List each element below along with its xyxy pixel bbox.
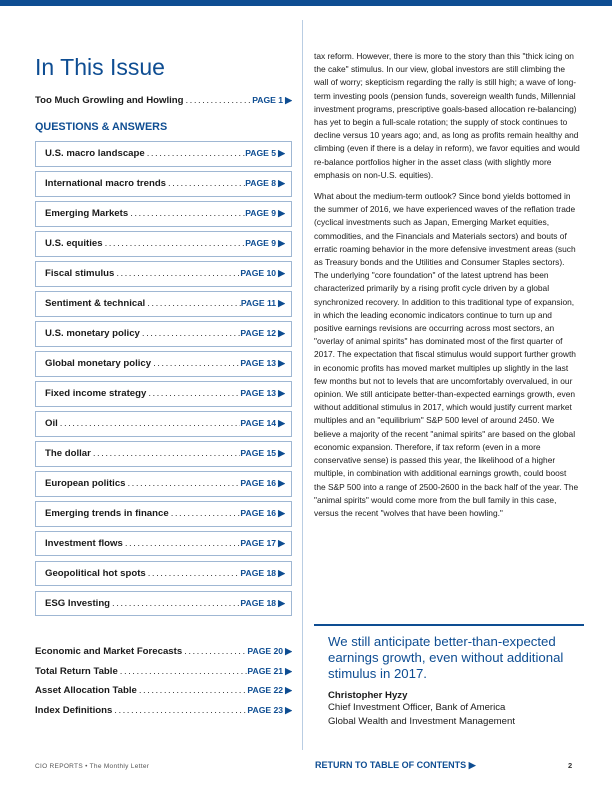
toc-item[interactable] <box>45 171 285 196</box>
footer-publication: CIO REPORTS • The Monthly Letter <box>35 763 150 770</box>
play-arrow-icon: ▶ <box>278 478 285 489</box>
play-arrow-icon: ▶ <box>285 95 292 105</box>
qa-item-box[interactable] <box>35 261 292 287</box>
dot-leader <box>140 321 241 346</box>
qa-item-box[interactable] <box>35 441 292 467</box>
qa-item-box[interactable] <box>35 501 292 527</box>
toc-item-label: Investment flows <box>45 538 123 550</box>
toc-item-page: PAGE 22 <box>247 685 284 696</box>
toc-item-label: European politics <box>45 478 126 490</box>
dot-leader <box>112 701 247 721</box>
toc-item-label: Emerging trends in finance <box>45 508 169 520</box>
toc-item-page: PAGE 16 <box>240 508 277 519</box>
dot-leader <box>58 411 241 436</box>
pull-quote-text: We still anticipate better-than-expected earnings growth, even without additional stimulus in 2017. <box>328 634 564 681</box>
qa-item-box[interactable] <box>35 321 292 347</box>
toc-item-page: PAGE 18 <box>240 598 277 609</box>
toc-top-section <box>35 92 292 109</box>
toc-item-label: Total Return Table <box>35 665 118 677</box>
return-link-label: RETURN TO TABLE OF CONTENTS <box>315 760 467 770</box>
pull-quote-author: Christopher Hyzy <box>328 690 408 701</box>
qa-item-box[interactable] <box>35 411 292 437</box>
toc-item[interactable] <box>45 501 285 526</box>
toc-item-page: PAGE 23 <box>247 704 284 715</box>
dot-leader <box>146 381 240 406</box>
toc-item[interactable] <box>35 662 292 682</box>
play-arrow-icon: ▶ <box>278 268 285 279</box>
dot-leader <box>128 201 245 226</box>
play-arrow-icon: ▶ <box>278 538 285 549</box>
dot-leader <box>166 171 245 196</box>
toc-item-page: PAGE 13 <box>240 358 277 369</box>
qa-item-box[interactable] <box>35 201 292 227</box>
play-arrow-icon: ▶ <box>278 598 285 609</box>
page-title: In This Issue <box>35 54 165 80</box>
article-body <box>314 50 580 528</box>
toc-item-label: U.S. monetary policy <box>45 328 140 340</box>
dot-leader <box>103 231 246 256</box>
toc-item-page: PAGE 17 <box>240 538 277 549</box>
toc-item[interactable] <box>45 561 285 586</box>
qa-item-box[interactable] <box>35 171 292 197</box>
qa-item-box[interactable] <box>35 141 292 167</box>
toc-item[interactable] <box>45 471 285 496</box>
qa-list <box>35 141 292 616</box>
toc-item-label: U.S. macro landscape <box>45 148 145 160</box>
top-accent-rule <box>0 0 612 6</box>
dot-leader <box>151 351 240 376</box>
play-arrow-icon: ▶ <box>278 418 285 429</box>
qa-item-box[interactable] <box>35 561 292 587</box>
toc-bottom-section <box>35 642 292 720</box>
dot-leader <box>123 531 241 556</box>
toc-item[interactable] <box>35 701 292 721</box>
toc-item-page: PAGE 21 <box>247 665 284 676</box>
toc-item-page: PAGE 10 <box>240 268 277 279</box>
column-divider <box>302 20 303 750</box>
dot-leader <box>146 561 241 586</box>
toc-item-label: Fixed income strategy <box>45 388 147 400</box>
toc-item-page: PAGE 1 <box>252 95 284 105</box>
play-arrow-icon: ▶ <box>285 665 292 676</box>
page-number: 2 <box>568 761 573 770</box>
toc-item-page: PAGE 5 <box>245 148 277 159</box>
toc-item-feature[interactable] <box>35 92 292 109</box>
toc-item-page: PAGE 13 <box>240 388 277 399</box>
play-arrow-icon: ▶ <box>285 685 292 696</box>
toc-item[interactable] <box>35 642 292 662</box>
toc-item-page: PAGE 11 <box>240 298 277 309</box>
dot-leader <box>126 471 241 496</box>
toc-item-label: The dollar <box>45 448 91 460</box>
play-arrow-icon: ▶ <box>278 178 285 189</box>
dot-leader <box>145 141 245 166</box>
toc-item-page: PAGE 14 <box>240 418 277 429</box>
toc-item[interactable] <box>45 351 285 376</box>
qa-heading: QUESTIONS & ANSWERS <box>35 121 168 133</box>
dot-leader <box>169 501 241 526</box>
toc-item[interactable] <box>45 441 285 466</box>
toc-item-page: PAGE 20 <box>247 646 284 657</box>
article-paragraph: tax reform. However, there is more to the story than this "thick icing on the cake" stimulus. In our view, global investors are still climbing the wall of worry; skepticism regarding the rally is still high; a wave of long-term investing pools (pension funds, sovereign wealth funds, Millennial investment programs, prescriptive goals-based allocation re-balancing) has yet to begin a full-scale rotation; the supply of stock continues to decline versus 10 years ago; and, as long as profits remain healthy and climbing (even if there is a delay in reform), we favor equities and would re-balance portfolios higher in the asset class (with slightly more emphasis on non-U.S. equities). <box>314 51 580 180</box>
play-arrow-icon: ▶ <box>278 508 285 519</box>
qa-item-box[interactable] <box>35 531 292 557</box>
play-arrow-icon: ▶ <box>285 704 292 715</box>
dot-leader <box>110 591 240 616</box>
pull-quote-role: Chief Investment Officer, Bank of America <box>328 702 506 713</box>
toc-item-page: PAGE 12 <box>240 328 277 339</box>
dot-leader <box>182 642 247 662</box>
toc-item-label: Asset Allocation Table <box>35 685 137 697</box>
qa-item-box[interactable] <box>35 291 292 317</box>
toc-item-page: PAGE 8 <box>245 178 277 189</box>
article-paragraph: What about the medium-term outlook? Since bond yields bottomed in the summer of 2016, we have experienced waves of the reflation trade (cyclical investments such as Japan, Emerging Market equities, commodities, and the Financials and Materials sectors) and bouts of erratic roaming behavior in the more defensive investment areas (such as Treasury bonds and the Utilities and Consumer Staples sectors). The underlying "core foundation" of the latest uptrend has been characterized primarily by a rising profit cycle driven by a global synchronized recovery. In addition to this traditional type of expansion, in which the leading economic indicators continue to turn up and positive earnings revisions are occurring across most sectors, an "overlay of animal spirits" has dominated most of the first quarter of 2017. The expectation that fiscal stimulus would support further growth in economic profits has moved market multiples up slightly in the last few months but not to levels that are uncomfortably overvalued, in our opinion. We still anticipate better-than-expected earnings growth, even without additional stimulus in 2017, which would justify current market multiples and an "equilibrium" S&P 500 level of around 2450. We believe a majority of the recent "animal spirits" are based on the global economic expansion. Therefore, if tax reform (even in a more conservative sense) is passed this year, the likelihood of a higher multiple, in combination with additional earnings growth, could boost the S&P 500 into a range of 2500-2600 in the back half of the year. The "animal spirits" would come more from the bull family in this case, versus the recent "wolves that have been howling." <box>314 191 579 518</box>
toc-item[interactable] <box>45 231 285 256</box>
toc-item-page: PAGE 15 <box>240 448 277 459</box>
qa-item-box[interactable] <box>35 381 292 407</box>
qa-item-box[interactable] <box>35 231 292 257</box>
toc-item[interactable] <box>45 321 285 346</box>
play-arrow-icon: ▶ <box>278 568 285 579</box>
qa-item-box[interactable] <box>35 471 292 497</box>
dot-leader <box>145 291 241 316</box>
play-arrow-icon: ▶ <box>278 238 285 249</box>
toc-item-label: Index Definitions <box>35 704 113 716</box>
play-arrow-icon: ▶ <box>278 358 285 369</box>
qa-item-box[interactable] <box>35 351 292 377</box>
toc-item-label: Oil <box>45 418 58 430</box>
play-arrow-icon: ▶ <box>468 760 476 770</box>
toc-item-label: ESG Investing <box>45 598 111 610</box>
toc-item-page: PAGE 9 <box>245 208 277 219</box>
toc-item[interactable] <box>45 261 285 286</box>
toc-item[interactable] <box>45 591 285 616</box>
toc-item-label: Too Much Growling and Howling <box>35 95 184 106</box>
play-arrow-icon: ▶ <box>278 208 285 219</box>
dot-leader <box>137 681 248 701</box>
toc-item[interactable] <box>45 381 285 406</box>
toc-item-label: Economic and Market Forecasts <box>35 646 183 658</box>
play-arrow-icon: ▶ <box>278 388 285 399</box>
toc-item-label: Geopolitical hot spots <box>45 568 146 580</box>
dot-leader <box>118 662 248 682</box>
toc-item-label: Fiscal stimulus <box>45 268 115 280</box>
toc-item[interactable] <box>45 141 285 166</box>
toc-item[interactable] <box>45 531 285 556</box>
dot-leader <box>114 261 240 286</box>
play-arrow-icon: ▶ <box>278 298 285 309</box>
toc-item-label: Global monetary policy <box>45 358 152 370</box>
dot-leader <box>184 92 253 109</box>
play-arrow-icon: ▶ <box>278 448 285 459</box>
return-to-toc-link[interactable] <box>315 760 476 771</box>
dot-leader <box>91 441 241 466</box>
qa-item-box[interactable] <box>35 591 292 617</box>
play-arrow-icon: ▶ <box>278 148 285 159</box>
toc-item[interactable] <box>45 411 285 436</box>
toc-item-page: PAGE 18 <box>240 568 277 579</box>
toc-item-label: Emerging Markets <box>45 208 129 220</box>
toc-item[interactable] <box>45 291 285 316</box>
toc-item[interactable] <box>45 201 285 226</box>
toc-item-label: U.S. equities <box>45 238 103 250</box>
pull-quote <box>314 624 584 729</box>
table-of-contents <box>35 52 292 720</box>
toc-item[interactable] <box>35 681 292 701</box>
play-arrow-icon: ▶ <box>285 646 292 657</box>
play-arrow-icon: ▶ <box>278 328 285 339</box>
pull-quote-org: Global Wealth and Investment Management <box>328 716 516 727</box>
toc-item-page: PAGE 9 <box>245 238 277 249</box>
toc-item-label: International macro trends <box>45 178 167 190</box>
toc-item-page: PAGE 16 <box>240 478 277 489</box>
toc-item-label: Sentiment & technical <box>45 298 146 310</box>
